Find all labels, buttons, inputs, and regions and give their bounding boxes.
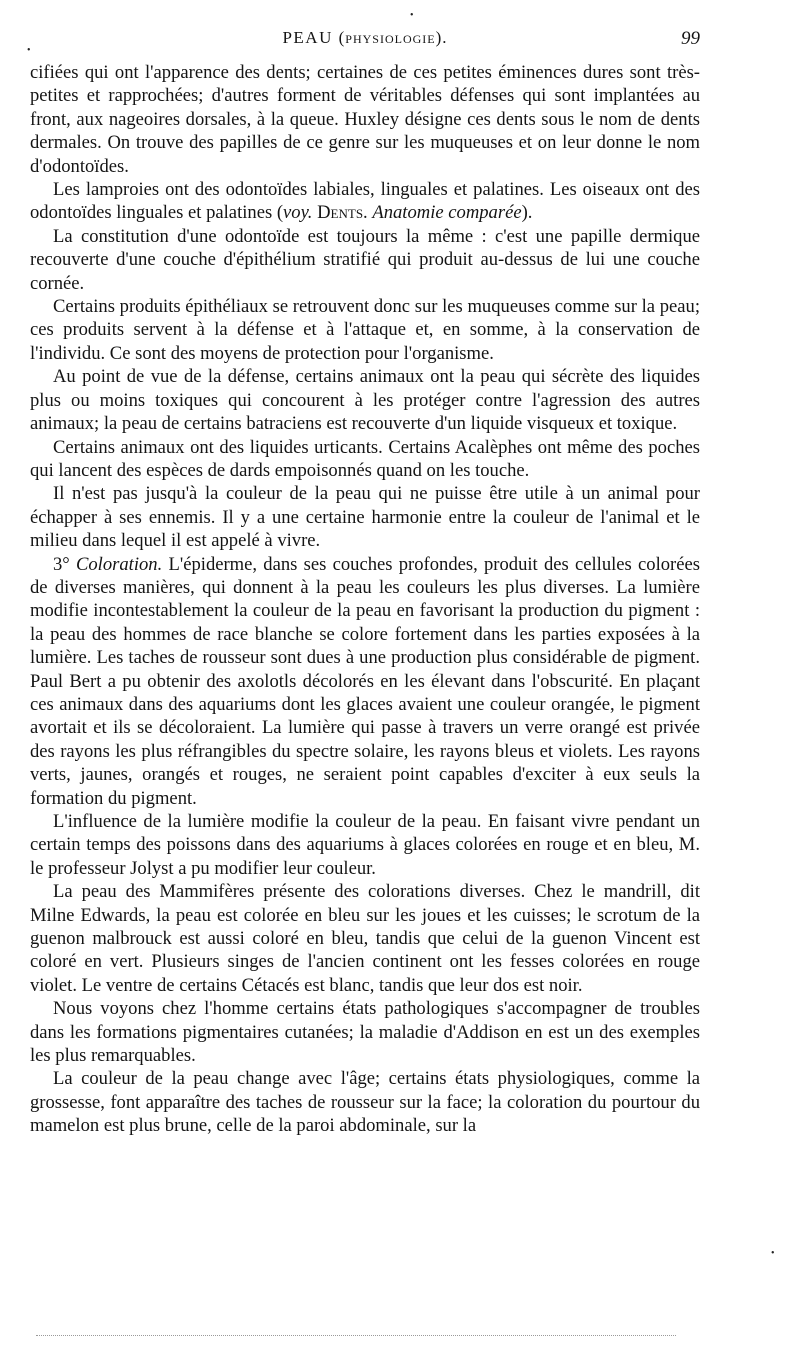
paragraph-text: L'épiderme, dans ses couches profondes, produit des cellules colorées de diverses manières, qui donnent à la peau les couleurs les plus diverses. La lumière modifie incontestablement la couleur de la peau en favorisant la production du pigment : la peau des hommes de race blanche se colore fortement dans les parties exposées à la lumière. Les taches de rousseur sont dues à une production plus considérable de pigment. Paul Bert a pu obtenir des axolotls décolorés en les élevant dans l'obscurité. En plaçant ces animaux dans des aquariums dont les glaces avaient une couleur orangée, le pigment avortait et ils se décoloraient. La lumière qui passe à travers un verre orangé est privée des rayons les plus réfrangibles du spectre solaire, les rayons bleus et violets. Les rayons verts, jaunes, orangés et rouges, ne seraient point capables d'exciter à eux seuls la formation du pigment. (30, 553, 700, 809)
paragraph-text: Les lamproies ont des odontoïdes labiales, linguales et palatines. Les oiseaux ont des odontoïdes linguales et palatines ( (30, 179, 700, 224)
paragraph: L'influence de la lumière modifie la couleur de la peau. En faisant vivre pendant un certain temps des poissons dans des aquariums à glaces colorées en rouge et en bleu, M. le professeur Jolyst a pu modifier leur couleur. (30, 811, 700, 879)
paragraph: La peau des Mammifères présente des colorations diverses. Chez le mandrill, dit Milne Edwards, la peau est colorée en bleu sur les joues et les cuisses; le scrotum de la guenon malbrouck est aussi coloré en bleu, tandis que celui de la guenon Vincent est coloré en vert. Plusieurs singes de l'ancien continent ont les fesses colorées en rouge violet. Le ventre de certains Cétacés est blanc, tandis que leur dos est noir. (30, 881, 700, 996)
print-speck: • (771, 1248, 775, 1259)
reference-title: Anatomie comparée (372, 202, 522, 224)
paragraph (30, 178, 700, 225)
footer-dotted-rule (36, 1335, 676, 1336)
paragraph-text-end: ). (521, 202, 533, 224)
page-number: 99 (681, 28, 700, 49)
paragraph: cifiées qui ont l'apparence des dents; certaines de ces petites éminences dures sont très-petites et rapprochées; d'autres forment de véritables défenses qui sont implantées au front, aux nageoires dorsales, à la queue. Huxley désigne ces dents sous le nom de dents dermales. On trouve des papilles de ce genre sur les muqueuses et on leur donne le nom d'odontoïdes. (30, 62, 700, 177)
paragraph: Certains animaux ont des liquides urticants. Certains Acalèphes ont même des poches qui lancent des espèces de dards empoisonnés quand on les touche. (30, 436, 700, 481)
print-speck: • (410, 10, 414, 21)
reference-voy: voy. (283, 202, 313, 224)
paragraph: Certains produits épithéliaux se retrouvent donc sur les muqueuses comme sur la peau; ces produits servent à la défense et à l'attaque et, en somme, à la conservation de l'individu. Ce sont des moyens de protection pour l'organisme. (30, 296, 700, 364)
section-number: 3° (53, 553, 76, 575)
paragraph: Au point de vue de la défense, certains animaux ont la peau qui sécrète des liquides plus ou moins toxiques qui concourent à les protéger contre l'agression des autres animaux; la peau de certains batraciens est recouverte d'un liquide visqueux et toxique. (30, 366, 700, 435)
paragraph: La couleur de la peau change avec l'âge; certains états physiologiques, comme la grossesse, font apparaître des taches de rousseur sur la face; la coloration du pourtour du mamelon est plus brune, celle de la paroi abdominale, sur la (30, 1068, 700, 1137)
paragraph: Il n'est pas jusqu'à la couleur de la peau qui ne puisse être utile à un animal pour échapper à ses ennemis. Il y a une certaine harmonie entre la couleur de l'animal et le milieu dans lequel il est appelé à vivre. (30, 483, 700, 552)
print-speck: • (27, 45, 31, 56)
paragraph: La constitution d'une odontoïde est toujours la même : c'est une papille dermique recouverte d'une couche d'épithélium stratifié qui produit au-dessus de lui une couche cornée. (30, 225, 700, 294)
paragraph: Nous voyons chez l'homme certains états pathologiques s'accompagner de troubles dans les formations pigmentaires cutanées; la maladie d'Addison en est un des exemples les plus remarquables. (30, 998, 700, 1067)
section-heading: Coloration. (75, 553, 163, 575)
paragraph (30, 553, 700, 810)
running-header (30, 28, 700, 54)
running-title-main: PEAU (282, 28, 333, 47)
body-text (30, 61, 700, 1138)
reference-entry: Dents. (317, 202, 368, 224)
running-title (30, 28, 700, 48)
running-title-sub: (physiologie). (338, 28, 448, 47)
